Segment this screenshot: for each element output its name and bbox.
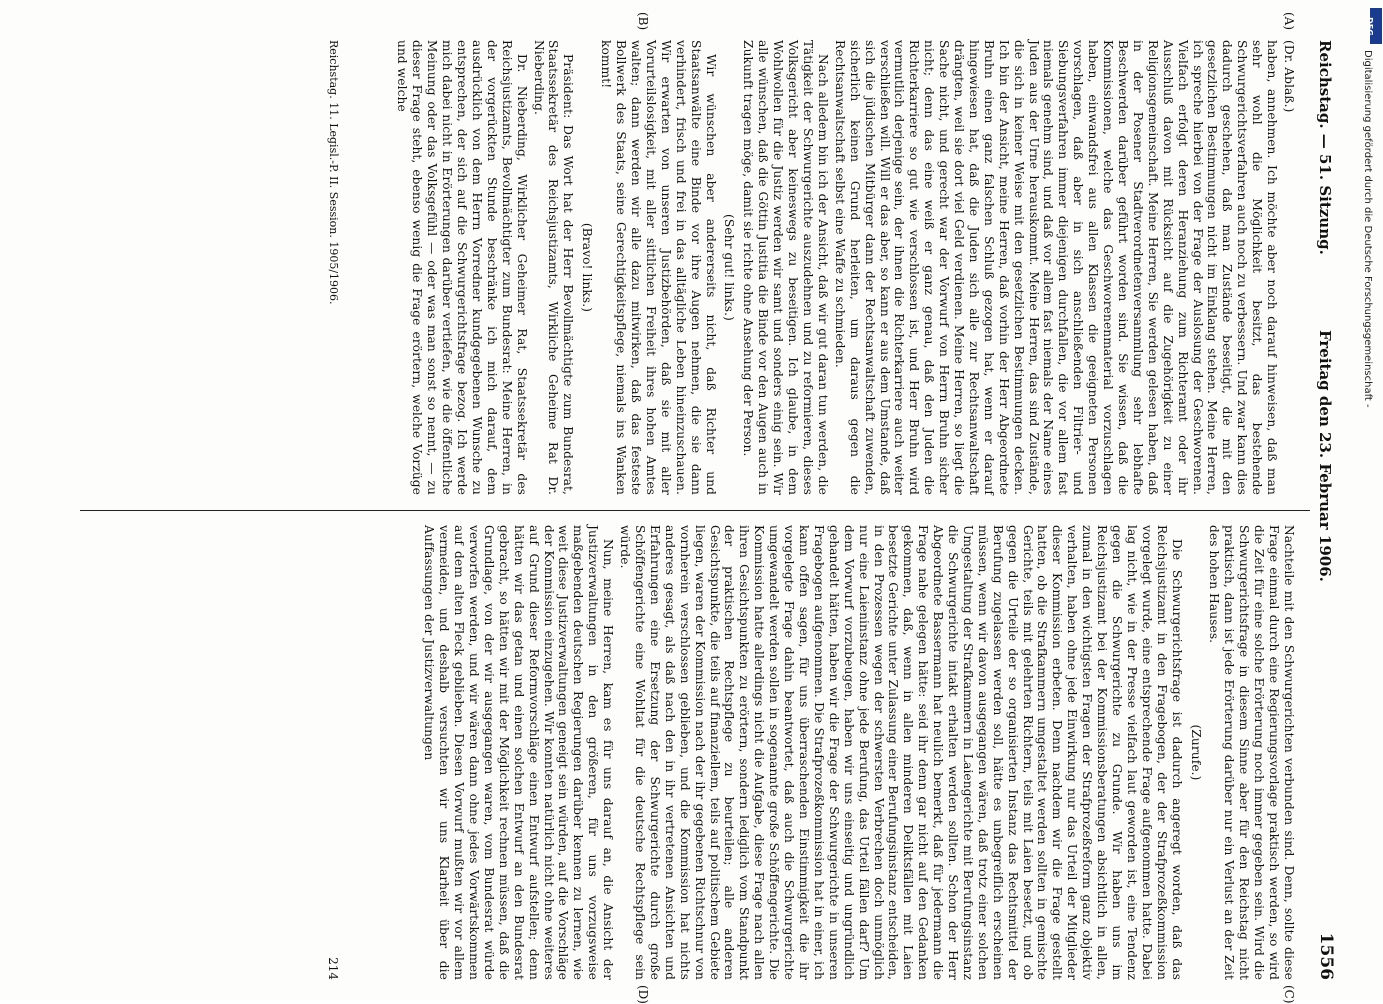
paragraph: Nach alledem bin ich der Ansicht, daß wir gut daran tun werden, die Tätigkeit der Schwurgerichte auszudehnen und zu reformieren, dieses Volksgericht aber keineswegs zu beseitigen. Ich glaube, in dem Wohlwollen für die Justiz werden wir samt und sonders einig sein. Wir alle wünschen, daß die Göttin Justitia die Binde vor den Augen auch in Zukunft tragen möge, damit sie richte ohne Ansehung der Person. [741, 40, 830, 495]
footer-session: Reichstag. 11. Legisl.-P. II. Session. 1905/1906. [327, 40, 340, 305]
interjection: (Bravo! links.) [580, 222, 595, 313]
interjection: (Sehr gut! links.) [722, 214, 737, 321]
running-header [1306, 40, 1340, 980]
page-number: 1556 [1316, 932, 1336, 980]
digitization-note: Digitalisierung gefördert durch die Deutsche Forschungsgemeinschaft - [1362, 50, 1373, 408]
margin-marker-b: (B) [636, 12, 650, 31]
paragraph: Nun, meine Herren, kam es für uns darauf an, die Ansicht der Justizverwaltungen in den größeren, für uns vorzugsweise maßgebenden deutschen Regierungen darüber kennen zu lernen, wie weit diese Justizverwaltungen geneigt sein würden, auf die Vorschläge der Kommission einzugehen. Wir konnten natürlich nicht ohne weiteres auf Grund dieser Reformvorschläge einen Entwurf aufstellen; denn hätten wir das getan und einen solchen Entwurf an den Bundesrat gebracht, so hätten wir mit der Möglichkeit rechnen müssen, daß die Grundlage, von der wir ausgegangen waren, vom Bundesrat würde verworfen werden, und wir wären dann ohne jedes Vorwärtskommen auf dem alten Fleck geblieben. Diesen Vorwurf mußten wir vor allem vermeiden, und deshalb versuchten wir uns Klarheit über die Auffassungen der Justizverwaltungen [422, 525, 616, 980]
margin-marker-d: (D) [636, 985, 650, 1004]
paragraph: Wir wünschen aber andererseits nicht, daß Richter und Staatsanwälte eine Binde vor ihre Augen nehmen, die sie dann verhindert, frisch und frei in das alltägliche Leben hineinzuschauen. Wir erwarten von unseren Justizbehörden, daß sie mit aller Vorurteilslosigkeit, mit aller sittlichen Freiheit ihres hohen Amtes walten; dann werden wir alle dazu mitwirken, daß das festeste Bollwerk des Staats, seine Gerechtigkeitspflege, niemals ins Wanken kommt! [599, 40, 718, 495]
header-date: Freitag den 23. Februar 1906. [1316, 330, 1334, 582]
page-footer [327, 40, 340, 980]
interjection: (Zurufe.) [1188, 724, 1203, 781]
margin-marker-a: (A) [1282, 12, 1296, 31]
column-right [419, 525, 1296, 980]
speaker-tag: (Dr. Ablaß.) [1282, 40, 1296, 113]
dfg-logo: DFG [1370, 8, 1382, 44]
paragraph-nieberding: Dr. Nieberding, Wirklicher Geheimer Rat, Staatssekretär des Reichsjustizamts, Bevollmächtigter zum Bundesrat: Meine Herren, in der vorgerückten Stunde beschränke ich mich darauf, dem ausdrücklich von dem Herrn Vorredner kundgegebenen Wunsche zu entsprechen, der sich auf die Schwurgerichtsfrage bezog. Ich werde mich dabei nicht in Erörterungen darüber vertiefen, wie die öffentliche Meinung oder das Volksgefühl — oder was man sonst so nennt, — zu dieser Frage steht, ebenso wenig die Frage erörtern, welche Vorzüge und welche [395, 40, 529, 495]
paragraph: haben, annehmen. Ich möchte aber noch darauf hinweisen, daß man sehr wohl die Möglichkeit besitzt, das bestehende Schwurgerichtsverfahren auch noch zu verbessern. Und zwar kann dies dadurch geschehen, daß man Zustände beseitigt, die mit den gesetzlichen Bestimmungen nicht im Einklang stehen. Meine Herren, ich spreche hierbei von der Frage der Auslosung der Geschworenen. Vielfach erfolgt deren Heranziehung zum Richteramt oder ihr Ausschluß davon mit Rücksicht auf die Zugehörigkeit zu einer Religionsgemeinschaft. Meine Herren, Sie werden gelesen haben, daß in der Posener Stadtverordnetenversammlung sehr lebhafte Beschwerden darüber geführt worden sind. Sie wissen, daß die Kommissionen, welche das Geschworenenmaterial vorzuschlagen haben, einwandsfrei aus allen Klassen die geeigneten Personen vorschlagen, daß aber in sich anschließenden Filtrier- und Siebungsverfahren immer diejenigen durchfallen, die vor allem fast niemals genehm sind, und daß vor allem fast niemals der Name eines Juden aus der Urne herauskommt. Meine Herren, das sind Zustände, die sich in keiner Weise mit den gesetzlichen Bestimmungen decken. Ich bin der Ansicht, meine Herren, daß vorhin der Herr Abgeordnete Bruhn einen ganz falschen Schluß gezogen hat, wenn er darauf hingewiesen hat, daß die Juden sich alle zur Rechtsanwaltschaft drängten, weil sie dort viel Geld verdienen. Meine Herren, so liegt die Sache nicht, und gerecht war der Vorwurf von Herrn Bruhn sicher nicht; denn das eine weiß er ganz genau, daß den Juden die Richterkarriere so gut wie verschlossen ist, und Herr Bruhn wird vermutlich derjenige sein, der ihnen die Richterkarriere auch weiter verschließen will. Will er das aber, so kann er aus dem Umstande, daß sich die jüdischen Mitbürger dann der Rechtsanwaltschaft zuwenden, sicherlich keinen Grund herleiten, um daraus gegen die Rechtsanwaltschaft selbst eine Waffe zu schmieden. [832, 40, 1280, 495]
paragraph: Nachteile mit den Schwurgerichten verbunden sind. Denn, sollte diese Frage einmal durch eine Regierungsvorlage praktisch werden, so wird die Zeit für eine solche Erörterung noch immer gegeben sein. Wird die Schwurgerichtsfrage in diesem Sinne aber für den Reichstag nicht praktisch, dann ist jede Erörterung darüber nur ein Verlust an der Zeit des hohen Hauses. [1207, 525, 1296, 980]
column-left [393, 40, 1296, 495]
column-divider [80, 510, 1310, 511]
paragraph-president: Präsident: Das Wort hat der Herr Bevollmächtigte zum Bundesrat, Staatssekretär des Reichsjustizamts, Wirkliche Geheime Rat Dr. Nieberding. [531, 40, 576, 495]
header-left: Reichstag. — 51. Sitzung. [1316, 40, 1334, 255]
rotated-page-content [70, 12, 1340, 1004]
margin-marker-c: (C) [1282, 985, 1296, 1004]
signature-number: 214 [326, 957, 340, 980]
paragraph: Die Schwurgerichtsfrage ist dadurch angeregt worden, daß das Reichsjustizamt in den Fragebogen, der der Strafprozeßkommission vorgelegt wurde, eine entsprechende Frage aufgenommen hatte. Dabei lag nicht, wie in der Presse vielfach laut geworden ist, eine Tendenz gegen die Schwurgerichte zu Grunde. Wir haben uns im Reichsjustizamt bei der Kommissionsberatungen absichtlich in allen, zumal in den wichtigsten Fragen der Strafprozeßreform ganz objektiv verhalten, haben ohne jede Einwirkung nur das Urteil der Mitglieder dieser Kommission erbeten. Denn nachdem wir die Frage gestellt hatten, ob die Strafkammern umgestaltet werden sollten in gemischte Gerichte, teils mit gelehrten Richtern, teils mit Laien besetzt, und ob gegen die Urteile der so organisierten Instanz das Rechtsmittel der Berufung zugelassen werden soll, hätte es unbegreiflich erscheinen müssen, wenn wir davon ausgegangen wären, daß trotz einer solchen Umgestaltung der Strafkammern in Laiengerichte mit Berufungsinstanz die Schwurgerichte intakt erhalten werden sollten. Schon der Herr Abgeordnete Bassermann hat neulich bemerkt, daß für jedermann die Frage nahe gelegen hätte: seid ihr denn gar nicht auf den Gedanken gekommen, daß, wenn in allen minderen Deliktsfällen mit Laien besetzte Gerichte unter Zulassung einer Berufungsinstanz entscheiden, in den Prozessen wegen der schwersten Verbrechen doch unmöglich nur eine Laieninstanz ohne jede Berufung, das Urteil fällen darf? Um dem Vorwurf vorzubeugen, haben wir uns einseitig und ungründlich gehandelt hätten, haben wir die Frage der Schwurgerichte in unseren Fragebogen aufgenommen. Die Strafprozeßkommission hat in einer, ich kann offen sagen, für uns überraschenden Einstimmigkeit die ihr vorgelegte Frage dahin beantwortet, daß auch die Schwurgerichte umgewandelt werden sollen in sogenannte große Schöffengerichte. Die Kommission hatte allerdings nicht die Aufgabe, diese Frage nach allen ihren Gesichtspunkten zu erörtern, sondern lediglich vom Standpunkt der praktischen Rechtspflege zu beurteilen; alle anderen Gesichtspunkte, die teils auf finanziellem, teils auf politischem Gebiete liegen, waren der Kommission nach der ihr gegebenen Richtschnur von vornherein verschlossen geblieben, und die Kommission hat nichts anderes gesagt, als daß nach den in ihr vertretenen Ansichten und Erfahrungen eine Ersetzung der Schwurgerichte durch große Schöffengerichte eine Wohltat für die deutsche Rechtspflege sein würde. [618, 525, 1184, 980]
